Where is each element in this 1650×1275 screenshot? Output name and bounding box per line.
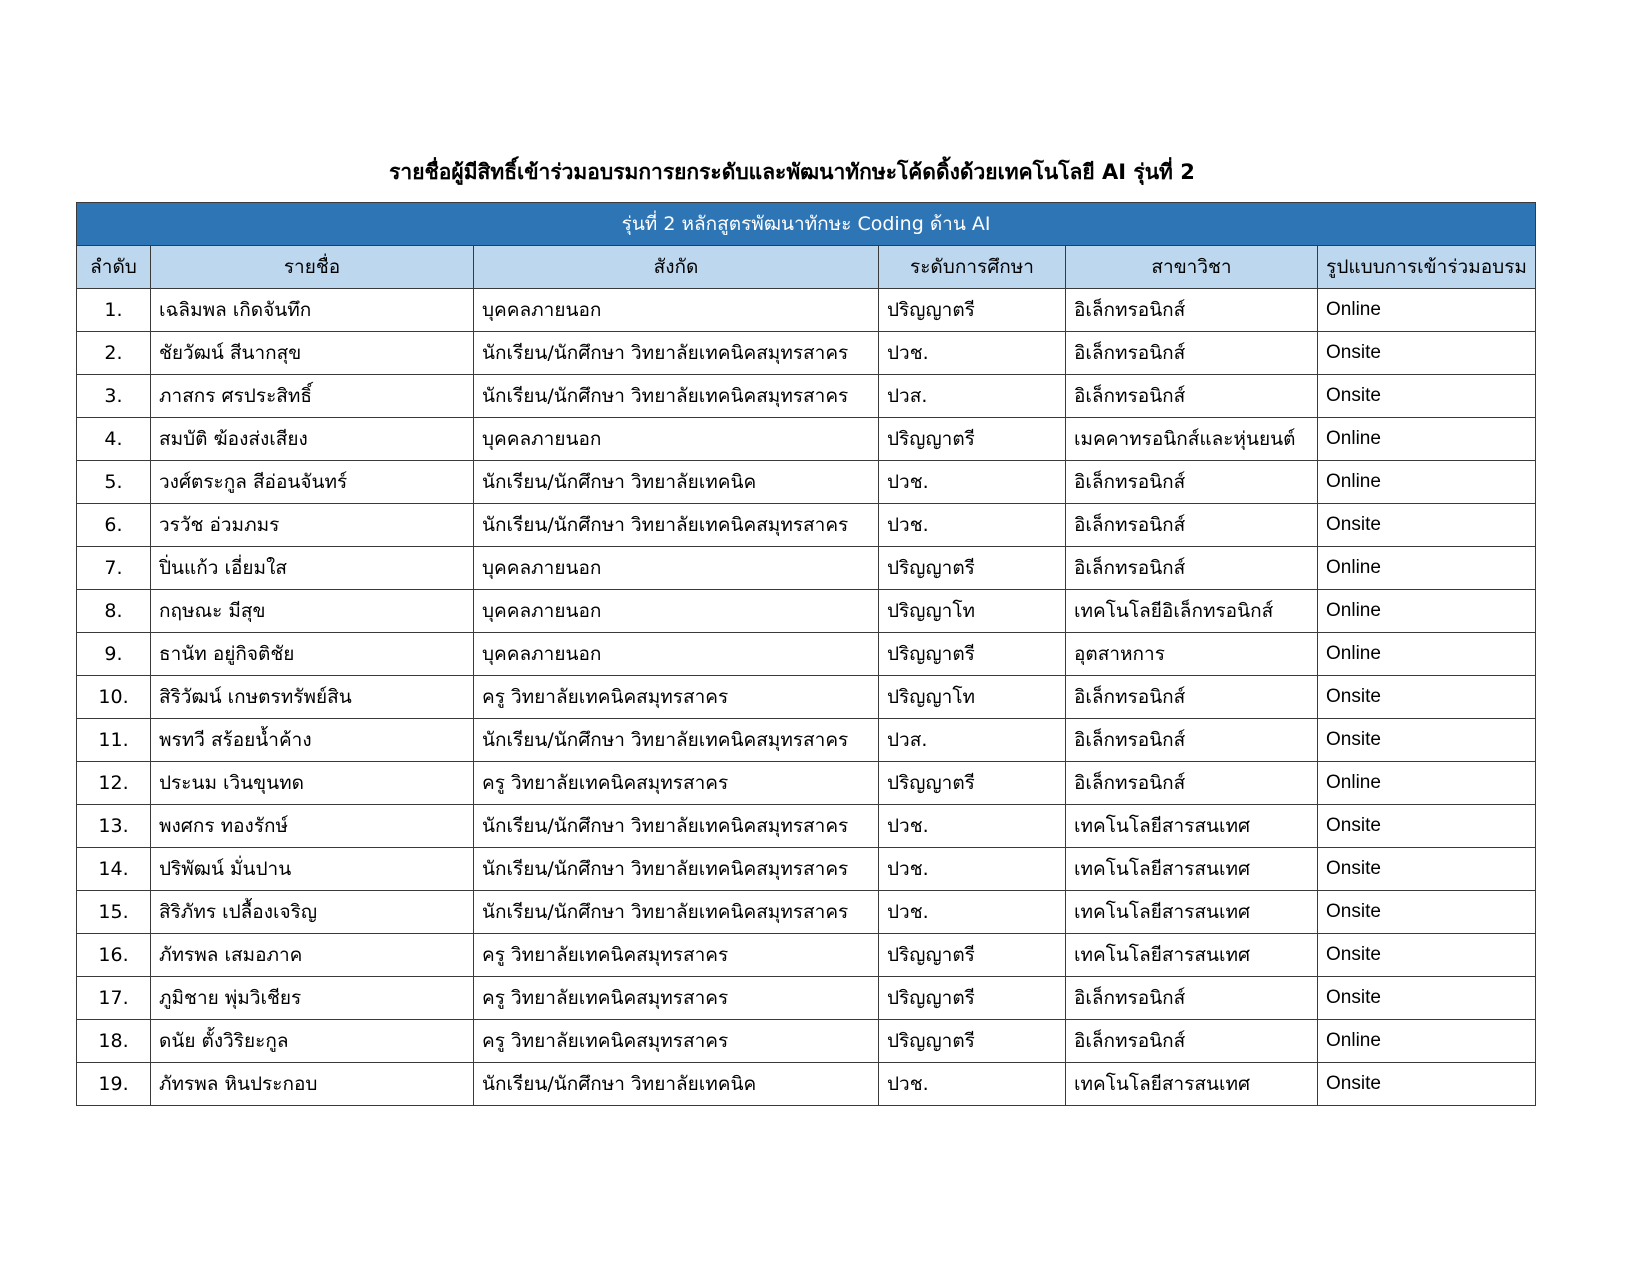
participant-affiliation: นักเรียน/นักศึกษา วิทยาลัยเทคนิคสมุทรสาคร xyxy=(474,375,879,418)
participant-education: ปริญญาตรี xyxy=(879,633,1066,676)
column-header-major: สาขาวิชา xyxy=(1066,246,1318,289)
participant-mode: Onsite xyxy=(1318,934,1536,977)
row-number: 2. xyxy=(77,332,151,375)
table-row xyxy=(77,375,1536,418)
participant-mode: Online xyxy=(1318,762,1536,805)
participant-affiliation: นักเรียน/นักศึกษา วิทยาลัยเทคนิคสมุทรสาคร xyxy=(474,805,879,848)
participant-name: สิริภัทร เปลื้องเจริญ xyxy=(151,891,474,934)
participant-mode: Online xyxy=(1318,633,1536,676)
participant-affiliation: ครู วิทยาลัยเทคนิคสมุทรสาคร xyxy=(474,762,879,805)
participant-affiliation: นักเรียน/นักศึกษา วิทยาลัยเทคนิคสมุทรสาคร xyxy=(474,504,879,547)
participant-education: ปริญญาตรี xyxy=(879,547,1066,590)
table-row xyxy=(77,805,1536,848)
participant-affiliation: นักเรียน/นักศึกษา วิทยาลัยเทคนิคสมุทรสาคร xyxy=(474,719,879,762)
table-row xyxy=(77,676,1536,719)
participant-mode: Onsite xyxy=(1318,504,1536,547)
participant-name: ปิ่นแก้ว เอี่ยมใส xyxy=(151,547,474,590)
row-number: 17. xyxy=(77,977,151,1020)
participant-affiliation: บุคคลภายนอก xyxy=(474,590,879,633)
participant-affiliation: ครู วิทยาลัยเทคนิคสมุทรสาคร xyxy=(474,934,879,977)
column-header-row xyxy=(77,246,1536,289)
participant-affiliation: ครู วิทยาลัยเทคนิคสมุทรสาคร xyxy=(474,676,879,719)
row-number: 14. xyxy=(77,848,151,891)
row-number: 5. xyxy=(77,461,151,504)
participant-major: อิเล็กทรอนิกส์ xyxy=(1066,676,1318,719)
participant-major: อิเล็กทรอนิกส์ xyxy=(1066,977,1318,1020)
table-row xyxy=(77,461,1536,504)
participant-affiliation: นักเรียน/นักศึกษา วิทยาลัยเทคนิค xyxy=(474,1063,879,1106)
row-number: 9. xyxy=(77,633,151,676)
participant-name: ดนัย ตั้งวิริยะกูล xyxy=(151,1020,474,1063)
participant-education: ปริญญาตรี xyxy=(879,977,1066,1020)
participant-education: ปวส. xyxy=(879,375,1066,418)
table-row xyxy=(77,418,1536,461)
row-number: 4. xyxy=(77,418,151,461)
table-row xyxy=(77,1063,1536,1106)
row-number: 3. xyxy=(77,375,151,418)
participant-name: เฉลิมพล เกิดจันทึก xyxy=(151,289,474,332)
participant-education: ปริญญาตรี xyxy=(879,418,1066,461)
row-number: 7. xyxy=(77,547,151,590)
table-row xyxy=(77,289,1536,332)
participant-affiliation: บุคคลภายนอก xyxy=(474,633,879,676)
participant-mode: Onsite xyxy=(1318,848,1536,891)
participant-name: ปริพัฒน์ มั่นปาน xyxy=(151,848,474,891)
participant-education: ปวช. xyxy=(879,848,1066,891)
participant-affiliation: นักเรียน/นักศึกษา วิทยาลัยเทคนิคสมุทรสาคร xyxy=(474,332,879,375)
participant-affiliation: ครู วิทยาลัยเทคนิคสมุทรสาคร xyxy=(474,977,879,1020)
participant-major: อิเล็กทรอนิกส์ xyxy=(1066,547,1318,590)
row-number: 18. xyxy=(77,1020,151,1063)
participant-mode: Onsite xyxy=(1318,332,1536,375)
participant-name: ภัทรพล หินประกอบ xyxy=(151,1063,474,1106)
participant-major: เทคโนโลยีอิเล็กทรอนิกส์ xyxy=(1066,590,1318,633)
section-title: รุ่นที่ 2 หลักสูตรพัฒนาทักษะ Coding ด้าน AI xyxy=(77,203,1536,246)
section-header-row xyxy=(77,203,1536,246)
row-number: 16. xyxy=(77,934,151,977)
participant-name: พงศกร ทองรักษ์ xyxy=(151,805,474,848)
participant-major: อุตสาหการ xyxy=(1066,633,1318,676)
participant-name: ภูมิชาย พุ่มวิเชียร xyxy=(151,977,474,1020)
table-row xyxy=(77,1020,1536,1063)
participant-major: เทคโนโลยีสารสนเทศ xyxy=(1066,805,1318,848)
participant-affiliation: บุคคลภายนอก xyxy=(474,289,879,332)
participant-education: ปวช. xyxy=(879,1063,1066,1106)
row-number: 15. xyxy=(77,891,151,934)
participant-education: ปริญญาโท xyxy=(879,590,1066,633)
participant-name: สิริวัฒน์ เกษตรทรัพย์สิน xyxy=(151,676,474,719)
participant-affiliation: นักเรียน/นักศึกษา วิทยาลัยเทคนิค xyxy=(474,461,879,504)
participant-education: ปริญญาตรี xyxy=(879,934,1066,977)
table-row xyxy=(77,633,1536,676)
participant-education: ปวช. xyxy=(879,332,1066,375)
participant-affiliation: นักเรียน/นักศึกษา วิทยาลัยเทคนิคสมุทรสาคร xyxy=(474,848,879,891)
participant-major: อิเล็กทรอนิกส์ xyxy=(1066,289,1318,332)
participant-affiliation: บุคคลภายนอก xyxy=(474,547,879,590)
participant-education: ปริญญาตรี xyxy=(879,289,1066,332)
row-number: 1. xyxy=(77,289,151,332)
column-header-education: ระดับการศึกษา xyxy=(879,246,1066,289)
participant-mode: Onsite xyxy=(1318,719,1536,762)
participant-name: ภาสกร ศรประสิทธิ์ xyxy=(151,375,474,418)
table-row xyxy=(77,547,1536,590)
table-row xyxy=(77,934,1536,977)
document-title: รายชื่อผู้มีสิทธิ์เข้าร่วมอบรมการยกระดับและพัฒนาทักษะโค้ดดิ้งด้วยเทคโนโลยี AI รุ่นที่ 2 xyxy=(389,160,1195,184)
row-number: 13. xyxy=(77,805,151,848)
participant-name: สมบัติ ฆ้องส่งเสียง xyxy=(151,418,474,461)
participant-education: ปริญญาตรี xyxy=(879,1020,1066,1063)
table-row xyxy=(77,762,1536,805)
table-row xyxy=(77,504,1536,547)
participant-major: เทคโนโลยีสารสนเทศ xyxy=(1066,934,1318,977)
participant-name: ประนม เวินขุนทด xyxy=(151,762,474,805)
participant-education: ปวช. xyxy=(879,805,1066,848)
participant-name: ชัยวัฒน์ สีนากสุข xyxy=(151,332,474,375)
column-header-mode: รูปแบบการเข้าร่วมอบรม xyxy=(1318,246,1536,289)
table-row xyxy=(77,719,1536,762)
row-number: 6. xyxy=(77,504,151,547)
participant-mode: Onsite xyxy=(1318,805,1536,848)
table-body xyxy=(77,289,1536,1106)
participant-affiliation: ครู วิทยาลัยเทคนิคสมุทรสาคร xyxy=(474,1020,879,1063)
participant-mode: Onsite xyxy=(1318,891,1536,934)
table-row xyxy=(77,848,1536,891)
column-header-affiliation: สังกัด xyxy=(474,246,879,289)
table-row xyxy=(77,332,1536,375)
participant-name: ธานัท อยู่กิจติชัย xyxy=(151,633,474,676)
participant-mode: Online xyxy=(1318,418,1536,461)
participant-education: ปวช. xyxy=(879,461,1066,504)
row-number: 10. xyxy=(77,676,151,719)
participant-major: อิเล็กทรอนิกส์ xyxy=(1066,762,1318,805)
column-header-no: ลำดับ xyxy=(77,246,151,289)
participant-name: ภัทรพล เสมอภาค xyxy=(151,934,474,977)
participant-table xyxy=(76,202,1536,1106)
participant-education: ปวช. xyxy=(879,891,1066,934)
participant-major: อิเล็กทรอนิกส์ xyxy=(1066,461,1318,504)
row-number: 12. xyxy=(77,762,151,805)
participant-name: กฤษณะ มีสุข xyxy=(151,590,474,633)
participant-major: อิเล็กทรอนิกส์ xyxy=(1066,719,1318,762)
participant-major: อิเล็กทรอนิกส์ xyxy=(1066,1020,1318,1063)
participant-major: เมคคาทรอนิกส์และหุ่นยนต์ xyxy=(1066,418,1318,461)
participant-name: พรทวี สร้อยน้ำค้าง xyxy=(151,719,474,762)
participant-major: เทคโนโลยีสารสนเทศ xyxy=(1066,848,1318,891)
participant-affiliation: นักเรียน/นักศึกษา วิทยาลัยเทคนิคสมุทรสาคร xyxy=(474,891,879,934)
table-row xyxy=(77,977,1536,1020)
participant-name: วรวัช อ่วมภมร xyxy=(151,504,474,547)
participant-major: เทคโนโลยีสารสนเทศ xyxy=(1066,891,1318,934)
participant-education: ปวส. xyxy=(879,719,1066,762)
participant-name: วงศ์ตระกูล สีอ่อนจันทร์ xyxy=(151,461,474,504)
participant-major: เทคโนโลยีสารสนเทศ xyxy=(1066,1063,1318,1106)
row-number: 19. xyxy=(77,1063,151,1106)
column-header-name: รายชื่อ xyxy=(151,246,474,289)
row-number: 8. xyxy=(77,590,151,633)
participant-mode: Onsite xyxy=(1318,1063,1536,1106)
participant-major: อิเล็กทรอนิกส์ xyxy=(1066,375,1318,418)
participant-mode: Online xyxy=(1318,1020,1536,1063)
participant-mode: Online xyxy=(1318,289,1536,332)
participant-major: อิเล็กทรอนิกส์ xyxy=(1066,332,1318,375)
participant-education: ปวช. xyxy=(879,504,1066,547)
participant-mode: Onsite xyxy=(1318,375,1536,418)
participant-mode: Online xyxy=(1318,461,1536,504)
table-row xyxy=(77,891,1536,934)
participant-education: ปริญญาโท xyxy=(879,676,1066,719)
participant-mode: Online xyxy=(1318,547,1536,590)
participant-education: ปริญญาตรี xyxy=(879,762,1066,805)
participant-mode: Onsite xyxy=(1318,676,1536,719)
participant-mode: Onsite xyxy=(1318,977,1536,1020)
table-row xyxy=(77,590,1536,633)
participant-mode: Online xyxy=(1318,590,1536,633)
participant-affiliation: บุคคลภายนอก xyxy=(474,418,879,461)
row-number: 11. xyxy=(77,719,151,762)
participant-major: อิเล็กทรอนิกส์ xyxy=(1066,504,1318,547)
